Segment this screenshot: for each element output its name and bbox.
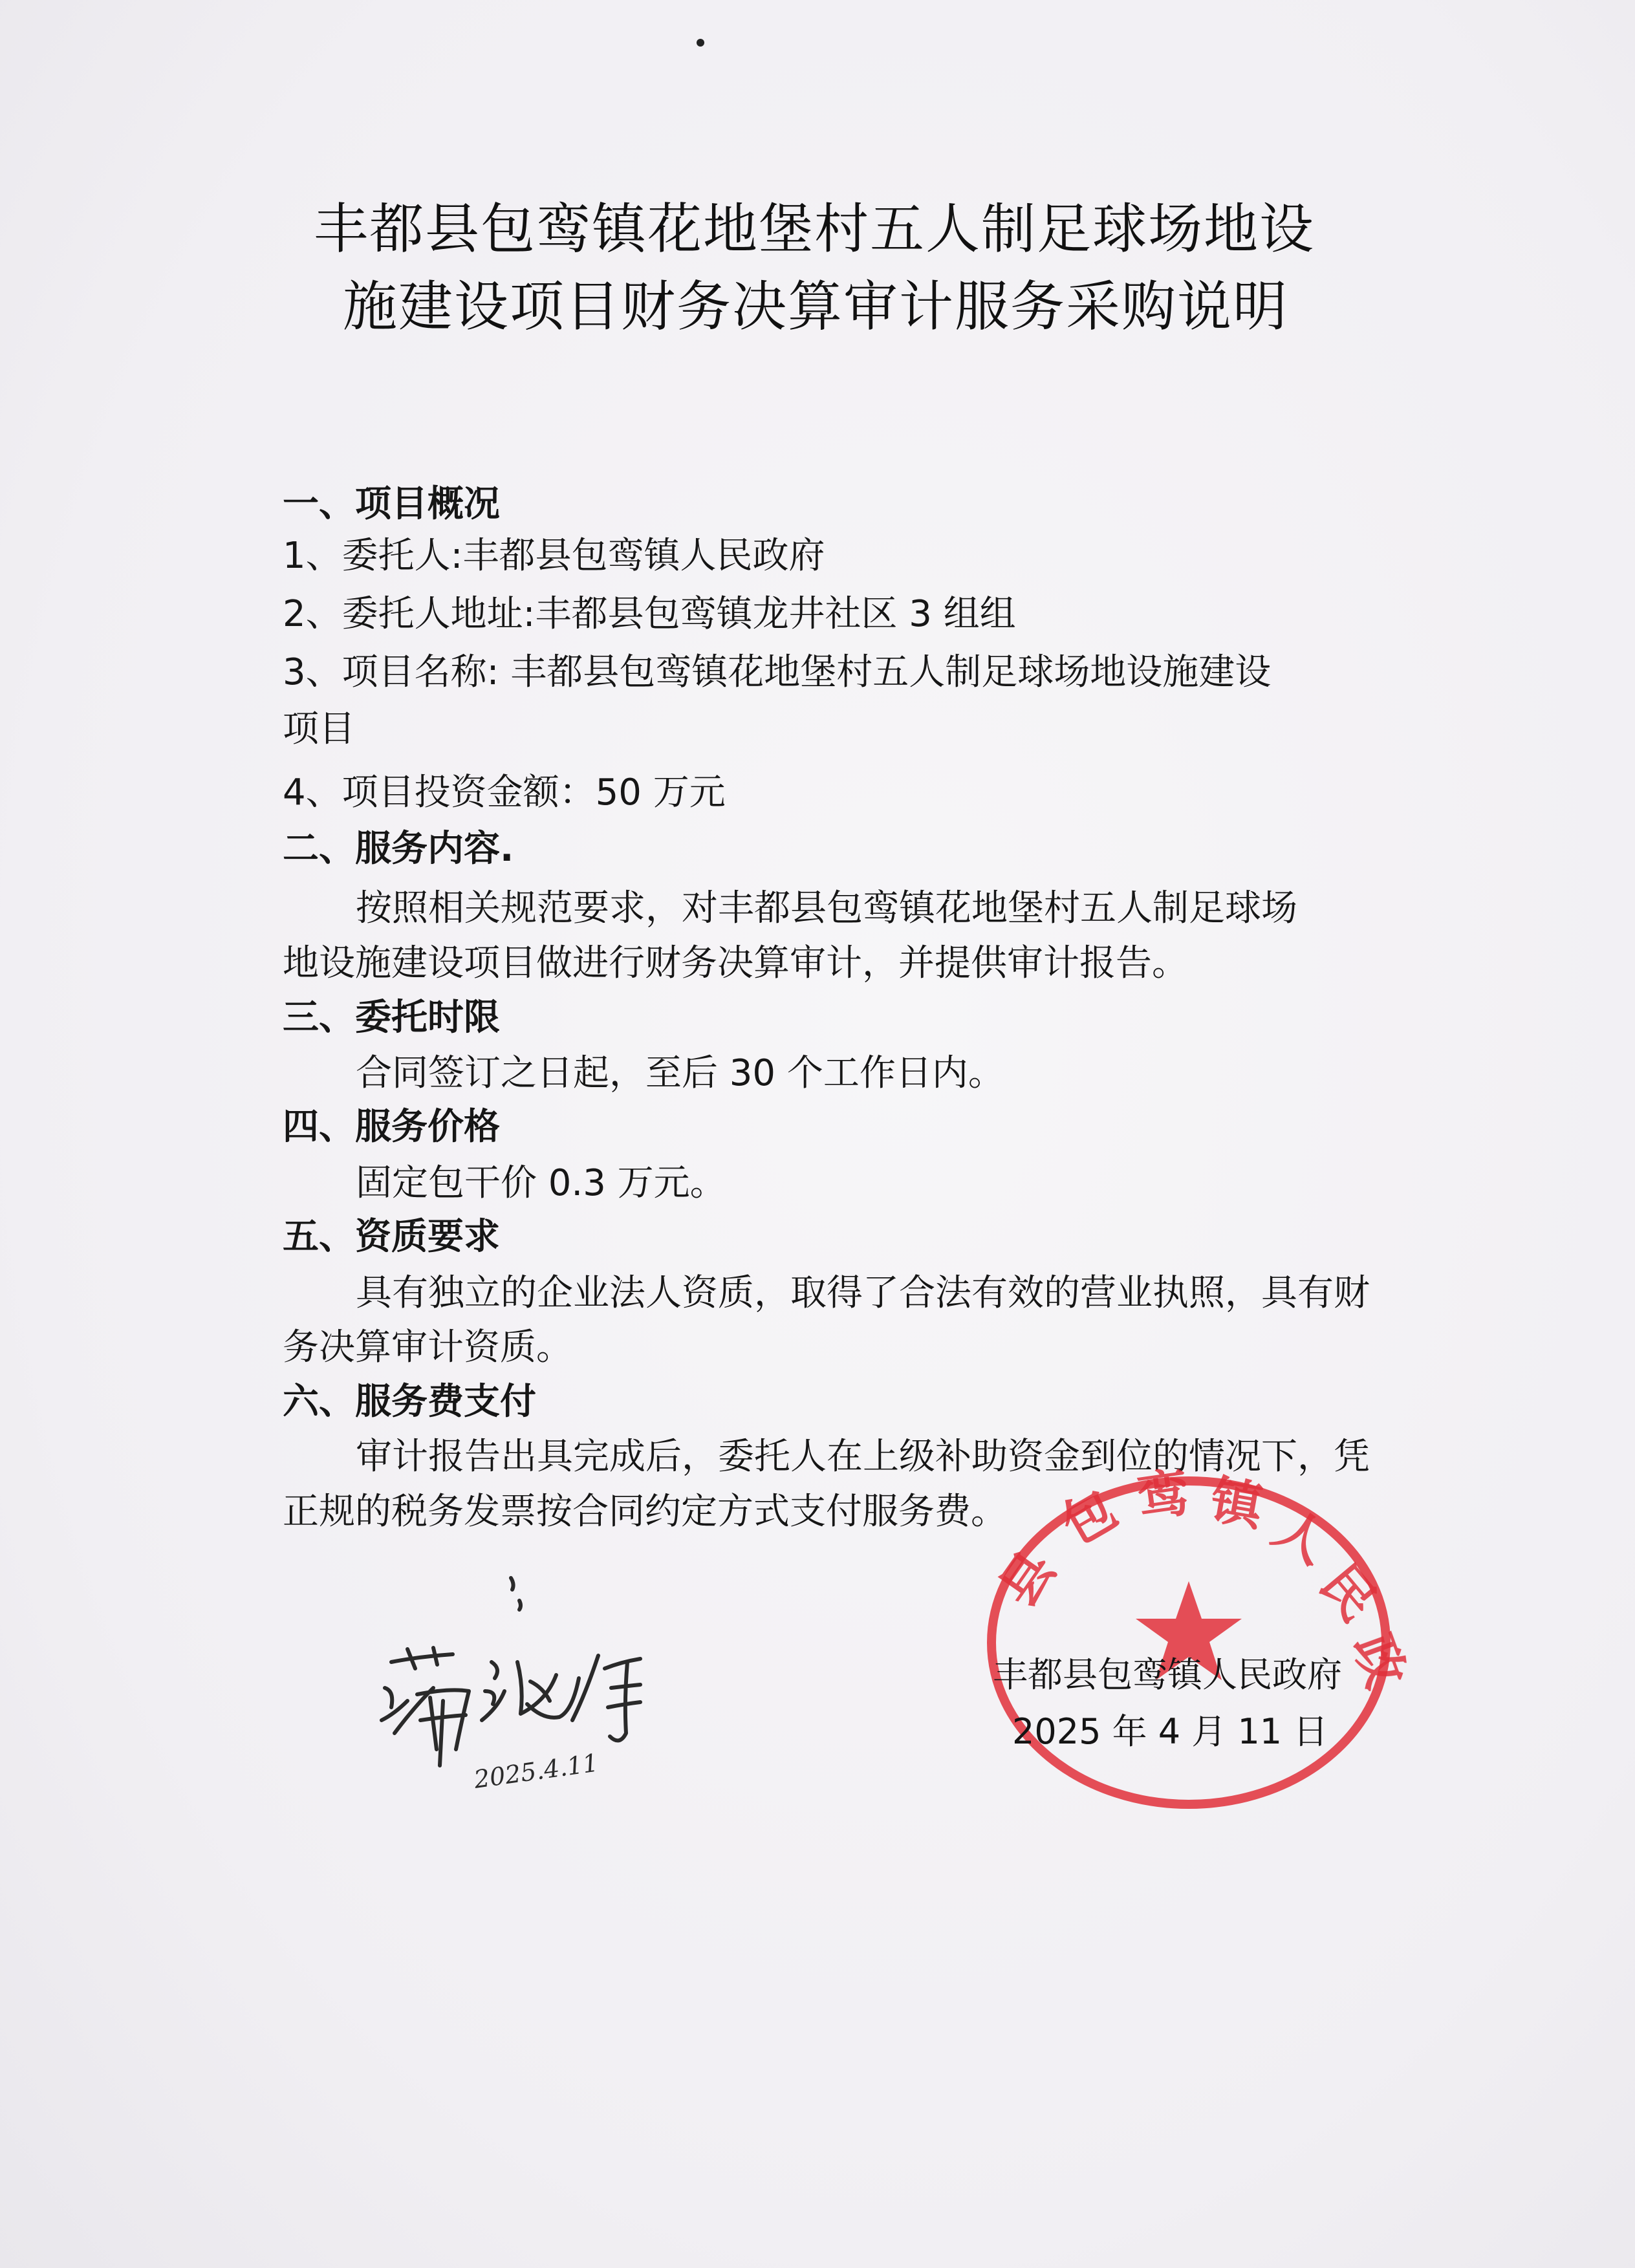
project-name-continued: 项目 (283, 708, 355, 750)
payment-para-1: 审计报告出具完成后，委托人在上级补助资金到位的情况下，凭 (356, 1436, 1370, 1478)
document-title-line-2: 施建设项目财务决算审计服务采购说明 (343, 275, 1289, 338)
section-heading-overview: 一、项目概况 (283, 483, 500, 525)
qualifications-para-2: 务决算审计资质。 (283, 1326, 572, 1368)
svg-text:人: 人 (1263, 1497, 1339, 1576)
service-content-para-1: 按照相关规范要求，对丰都县包鸾镇花地堡村五人制足球场 (356, 887, 1297, 929)
svg-text:民: 民 (1308, 1553, 1389, 1632)
client-line: 1、委托人:丰都县包鸾镇人民政府 (283, 535, 825, 577)
service-content-para-2: 地设施建设项目做进行财务决算审计，并提供审计报告。 (283, 942, 1188, 984)
svg-text:县: 县 (987, 1540, 1067, 1617)
handwritten-signature (372, 1565, 676, 1798)
issuing-organization: 丰都县包鸾镇人民政府 (993, 1654, 1342, 1695)
section-heading-qualifications: 五、资质要求 (283, 1216, 500, 1258)
svg-text:包: 包 (1051, 1478, 1127, 1557)
section-heading-payment: 六、服务费支付 (283, 1381, 536, 1423)
section-heading-deadline: 三、委托时限 (283, 997, 500, 1039)
deadline-text: 合同签订之日起，至后 30 个工作日内。 (356, 1052, 1004, 1094)
paper-speck (697, 39, 704, 47)
official-seal-stamp (975, 1461, 1417, 1814)
project-name-line: 3、项目名称: 丰都县包鸾镇花地堡村五人制足球场地设施建设 (283, 651, 1272, 693)
client-address-line: 2、委托人地址:丰都县包鸾镇龙井社区 3 组组 (283, 593, 1016, 635)
price-text: 固定包干价 0.3 万元。 (356, 1162, 726, 1204)
issue-date: 2025 年 4 月 11 日 (1012, 1711, 1328, 1752)
document-title-line-1: 丰都县包鸾镇花地堡村五人制足球场地设 (314, 197, 1316, 261)
payment-para-2: 正规的税务发票按合同约定方式支付服务费。 (283, 1491, 1007, 1533)
section-heading-price: 四、服务价格 (283, 1106, 500, 1148)
svg-text:2025.4.11: 2025.4.11 (472, 1748, 600, 1794)
svg-text:鸾: 鸾 (1133, 1461, 1193, 1529)
qualifications-para-1: 具有独立的企业法人资质，取得了合法有效的营业执照，具有财 (356, 1272, 1370, 1314)
svg-text:镇: 镇 (1206, 1469, 1268, 1538)
investment-amount-line: 4、项目投资金额：50 万元 (283, 772, 726, 814)
svg-text:政: 政 (1342, 1626, 1417, 1696)
section-heading-service-content: 二、服务内容. (283, 828, 514, 870)
